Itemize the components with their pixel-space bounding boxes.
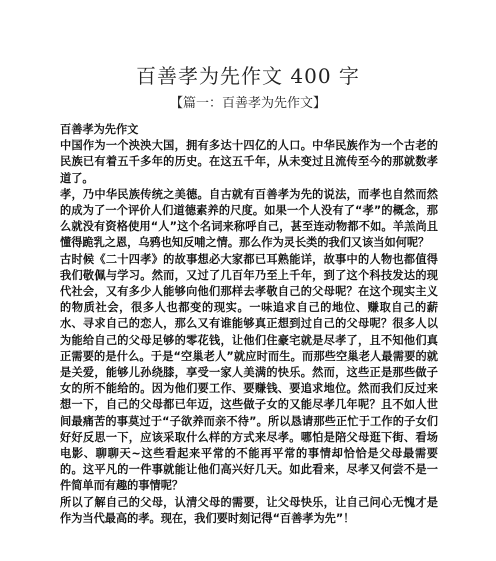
essay-heading: 百善孝为先作文 [60, 123, 139, 136]
paragraph: 所以了解自己的父母，认清父母的需要，让父母快乐，让自己问心无愧才是作为当代最高的孝。现在，我们要时刻记得“百善孝为先”！ [60, 495, 438, 525]
paragraph: 孝，乃中华民族传统之美德。自古就有百善孝为先的说法，而孝也自然而然的成为了一个评价人们道德素养的尺度。如果一个人没有了“孝”的概念，那么就没有资格使用“人”这个名词来称呼自己，甚至连动物都不如。羊羔尚且懂得跪乳之恩，乌鸦也知反哺之情。那么作为灵长类的我们又该当如何呢？ [60, 187, 438, 250]
document-subtitle: 【篇一：百善孝为先作文】 [169, 96, 326, 111]
paragraph: 中国作为一个泱泱大国，拥有多达十四亿的人口。中华民族作为一个古老的民族已有着五千多年的历史。在这五千年，从未变过且流传至今的那就数孝道了。 [60, 139, 438, 185]
paragraph: 古时候《二十四孝》的故事想必大家都已耳熟能详，故事中的人物也都值得我们敬佩与学习。然而，又过了几百年乃至上千年，到了这个科技发达的现代社会，又有多少人能够向他们那样去孝敬自己的父母呢？在这个现实主义的物质社会，很多人也都变的现实。一味追求自己的地位、赚取自己的薪水、寻求自己的恋人，那么又有谁能够真正想到过自己的父母呢？很多人以为能给自己的父母足够的零花钱，让他们住豪宅就是尽孝了，且不知他们真正需要的是什么。于是“空巢老人”就应时而生。而那些空巢老人最需要的就是关爱，能够儿孙绕膝，享受一家人美满的快乐。然而，这些正是那些做子女的所不能给的。因为他们要工作、要赚钱、要追求地位。然而我们反过来想一下，自己的父母都已年迈，这些做子女的又能尽孝几年呢？且不如人世间最痛苦的事莫过于“子欲养而亲不待”。所以恳请那些正忙于工作的子女们好好反思一下，应该采取什么样的方式来尽孝。哪怕是陪父母逛下街、看场电影、聊聊天~这些看起来平常的不能再平常的事情却恰恰是父母最需要的。这平凡的一件事就能让他们高兴好几天。如此看来，尽孝又何尝不是一件简单而有趣的事情呢？ [60, 252, 438, 493]
document-title: 百善孝为先作文 400 字 [136, 64, 360, 88]
document-body [60, 122, 438, 527]
